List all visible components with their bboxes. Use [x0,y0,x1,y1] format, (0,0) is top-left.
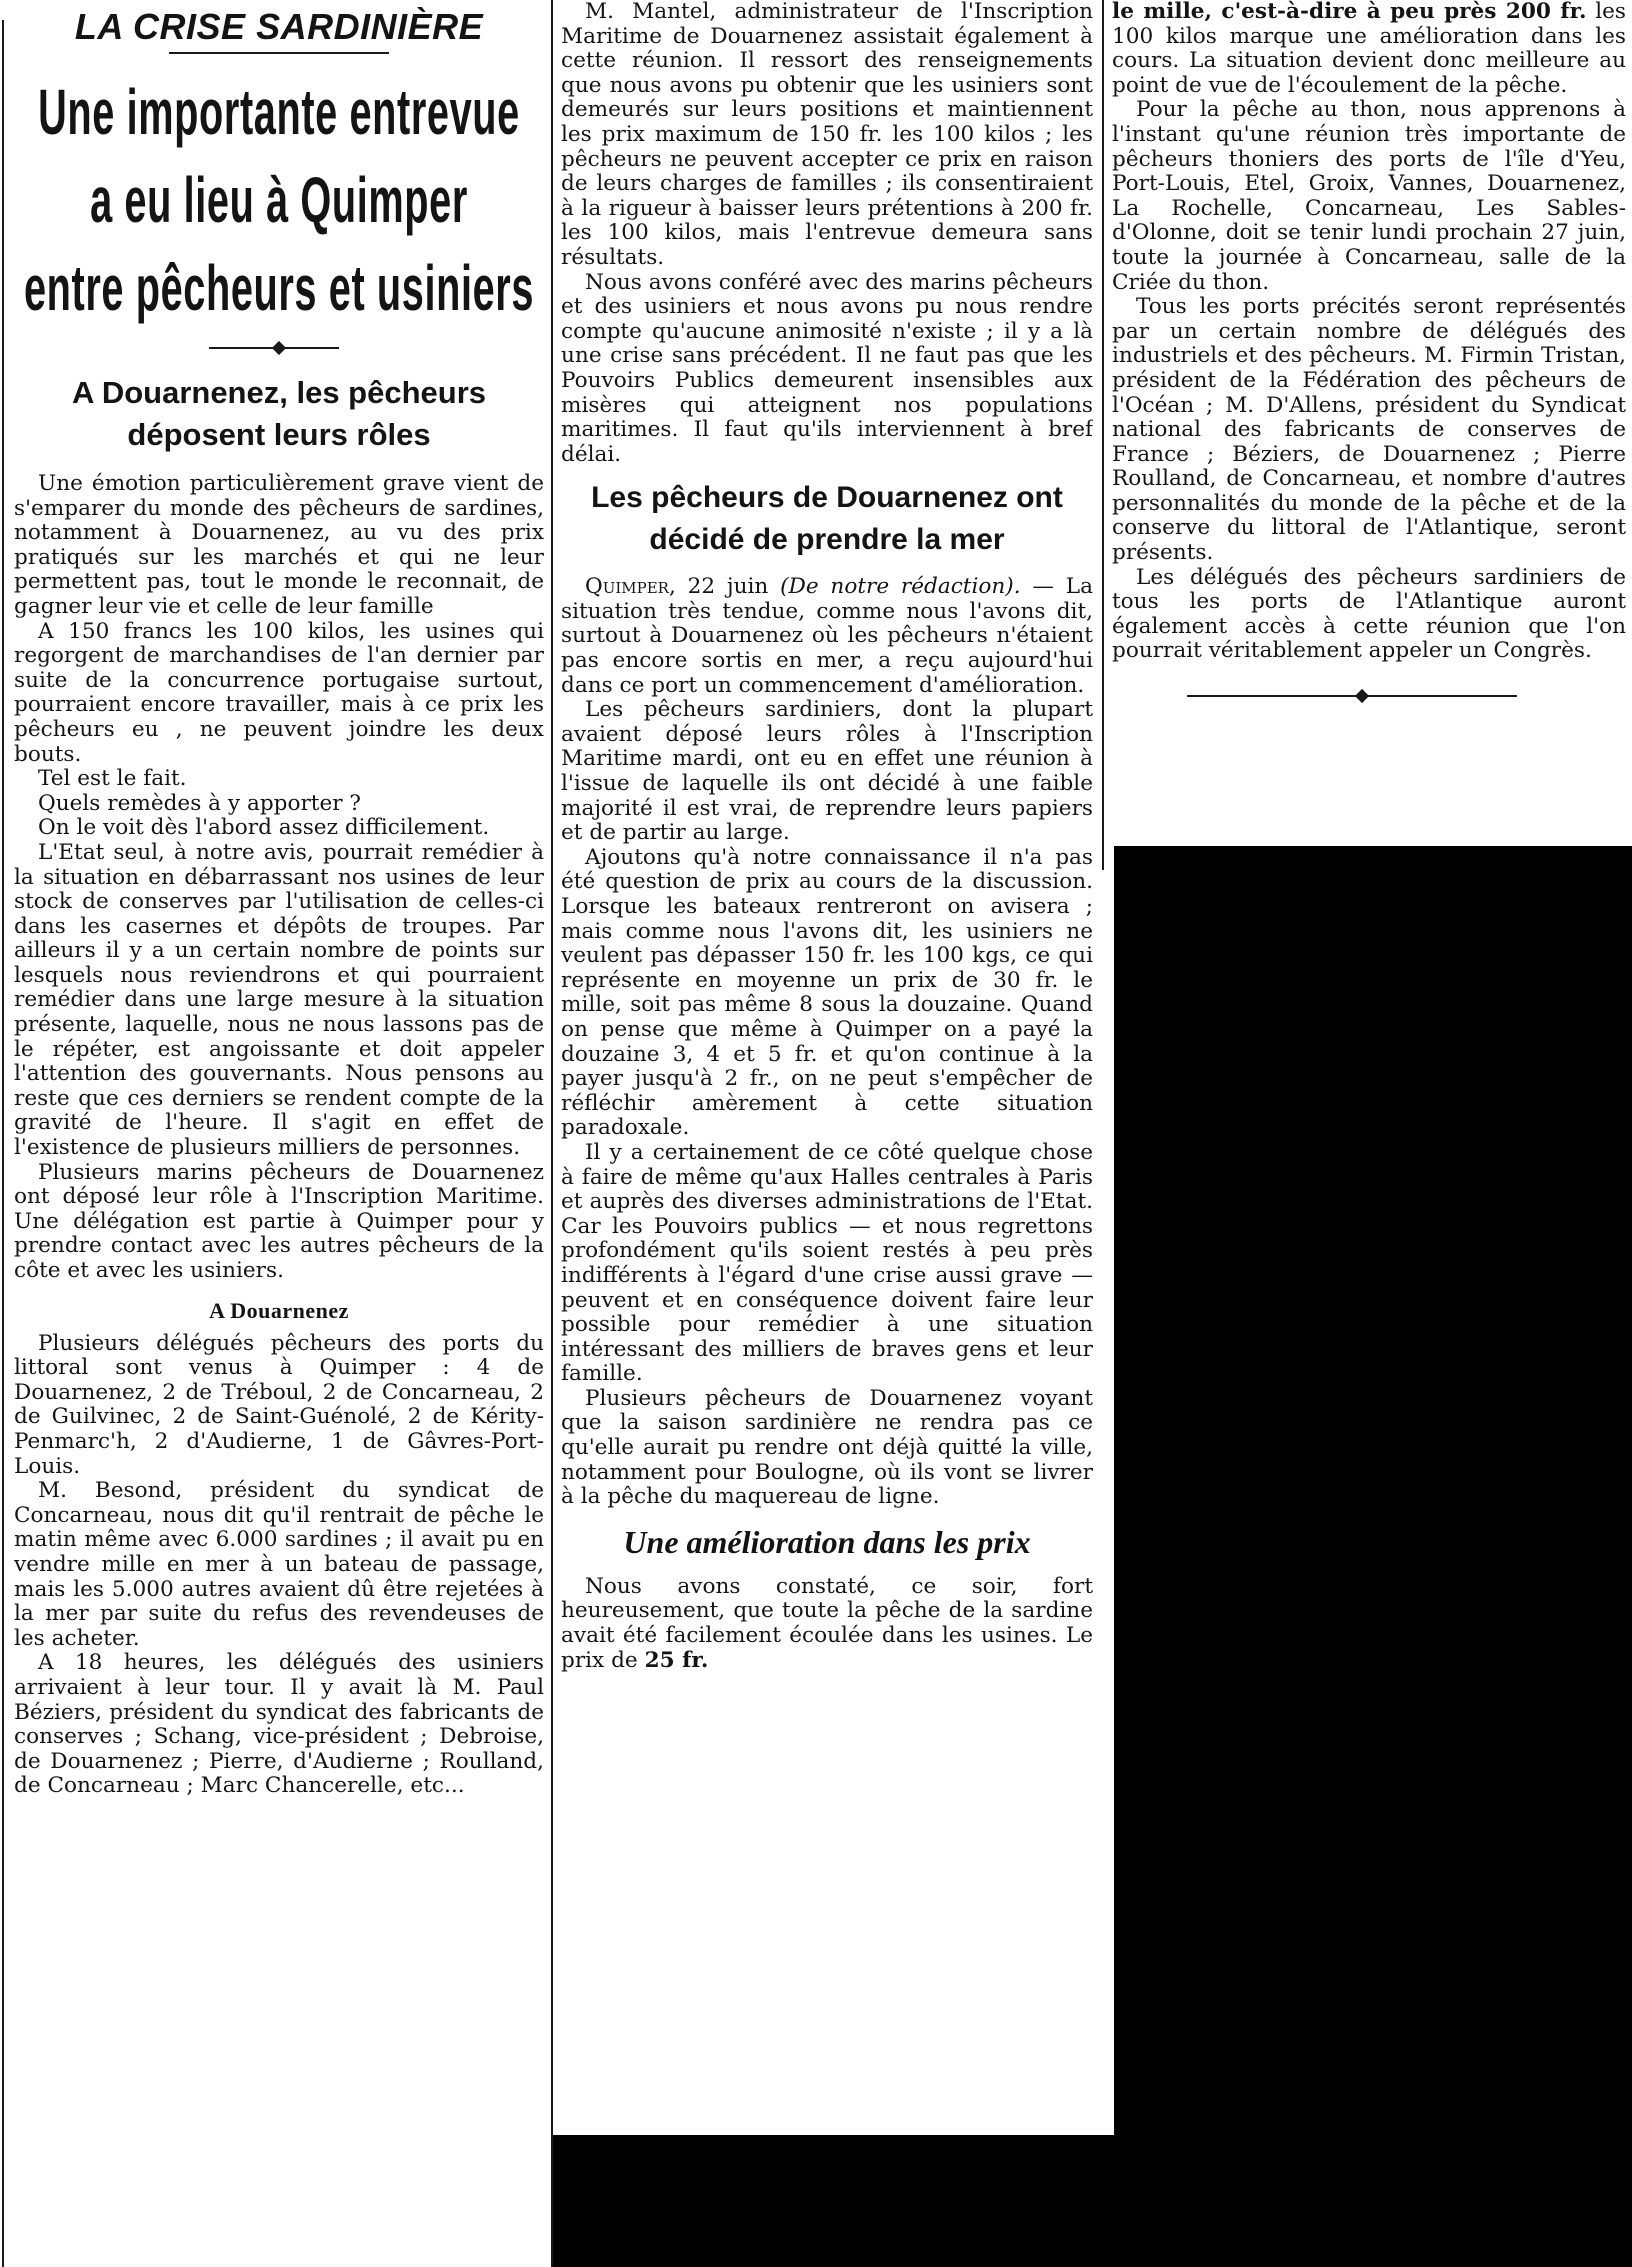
dateline-note: (De notre rédaction). [780,574,1021,600]
paragraph: Quels remèdes à y apporter ? [38,790,362,816]
lead-rest: les 100 kilos marque une amélioration dans les cours. La situation devient donc meilleure au point de vue de l'écoulement de la pêche. [1112,0,1626,98]
column-3 [1112,0,1626,840]
headline-line-3: entre pêcheurs et usiniers [23,252,535,324]
kicker-underline [169,52,389,54]
paragraph: A 150 francs les 100 kilos, les usines qui regorgent de marchandises de l'an dernier par suite de la concurrence portugaise surtout, pourraient encore travailler, mais à ce prix les pêcheurs eu , ne peuvent joindre les deux bouts. [14,618,544,767]
minor-heading: A Douarnenez [209,1297,349,1323]
column-rule-2 [1102,0,1104,870]
paragraph: L'Etat seul, à notre avis, pourrait remédier à la situation en débarrassant nos usines de leur stock de conserves par l'utilisation de celles-ci dans les casernes et dépôts de troupes. Par ailleurs il y a un certain nombre de points sur lesquels nous reviendrons et qui pourraient remédier dans une large mesure à la situation présente, laquelle, nous ne nous lassons pas de le répéter, est angoissante et doit appeler l'attention des gouvernants. Nous pensons au reste que ces derniers se rendent compte de la gravité de l'heure. Il s'agit en effet de l'existence de plusieurs milliers de personnes. [14,839,544,1161]
paragraph: M. Besond, président du syndicat de Concarneau, nous dit qu'il rentrait de pêche le matin même avec 6.000 sardines ; il avait pu en vendre mille en mer à un bateau de passage, mais les 5.000 autres avaient dû être rejetées à la mer par suite du refus des revendeuses de les acheter. [14,1478,544,1651]
paragraph: Les délégués des pêcheurs sardiniers de tous les ports de l'Atlantique auront également accès à cette réunion que l'on pourrait véritablement appeler un Congrès. [1112,564,1626,664]
price-bold: 25 fr. [644,1647,709,1673]
subhead: Les pêcheurs de Douarnenez ont décidé de prendre la mer [591,481,1063,557]
dateline-date: , 22 juin [668,574,781,600]
dateline-city: Quimper [585,574,669,600]
paragraph-text: Nous avons constaté, ce soir, fort heureusement, que toute la pêche de la sardine avait été facilement écoulée dans les usines. Le prix de [561,1573,1093,1673]
ornament-divider [14,338,544,358]
column-2 [561,0,1093,2130]
paragraph: Nous avons conféré avec des marins pêcheurs et des usiniers et nous avons pu nous rendre compte qu'aucune animosité n'existe ; il y a là une crise sans précédent. Il ne faut pas que les Pouvoirs Publics demeurent insensibles aux misères qui atteignent nos populations maritimes. Il faut qu'ils interviennent à bref délai. [561,269,1093,467]
paragraph: Pour la pêche au thon, nous apprenons à l'instant qu'une réunion très importante de pêcheurs thoniers des ports de l'île d'Yeu, Port-Louis, Etel, Groix, Vannes, Douarnenez, La Rochelle, Concarneau, Les Sables-d'Olonne, doit se tenir lundi prochain 27 juin, toute la journée à Concarneau, salle de la Criée du thon. [1112,97,1626,295]
paragraph: Plusieurs pêcheurs de Douarnenez voyant que la saison sardinière ne rendra pas ce qu'elle aurait pu rendre ont déjà quitté la ville, notamment pour Boulogne, où ils vont se livrer à la pêche du maquereau de ligne. [561,1385,1093,1510]
ornament-divider-end [1112,686,1626,706]
paragraph: A 18 heures, les délégués des usiniers arrivaient à leur tour. Il y avait là M. Paul Béziers, président du syndicat des fabricants de conserves ; Schang, vice-président ; Debroise, de Douarnenez ; Pierre, d'Audierne ; Roulland, de Concarneau ; Marc Chancerelle, etc... [14,1650,544,1799]
paragraph: Tous les ports précités seront représentés par un certain nombre de délégués des industriels et des pêcheurs. M. Firmin Tristan, président de la Fédération des pêcheurs de l'Océan ; M. D'Allens, président du Syndicat national des fabricants de conserves de France ; Béziers, de Douarnenez ; Pierre Roulland, de Concarneau, et nombre d'autres personnalités du monde de la pêche et de la conserve du littoral de l'Atlantique, seront présents. [1112,294,1626,566]
paragraph: Il y a certainement de ce côté quelque chose à faire de même qu'aux Halles centrales à Paris et auprès des diverses administrations de l'Etat. Car les Pouvoirs publics — et nous regrettons profondément qu'ils soient restés à peu près indifférents à l'égard d'une crise aussi grave — peuvent et en conséquence doivent faire leur possible pour remédier à une situation intéressant des milliers de braves gens et leur famille. [561,1139,1093,1387]
paragraph: Plusieurs délégués pêcheurs des ports du littoral sont venus à Quimper : 4 de Douarnenez, 2 de Tréboul, 2 de Concarneau, 2 de Guilvinec, 2 de Saint-Guénolé, 2 de Kérity-Penmarc'h, 2 d'Audierne, 1 de Gâvres-Port-Louis. [14,1330,544,1479]
column-1 [14,0,544,2267]
paragraph: On le voit dès l'abord assez difficilement. [38,815,490,841]
headline-line-1: Une importante entrevue [38,76,520,148]
dateline-text: — La situation très tendue, comme nous l'avons dit, surtout à Douarnenez où les pêcheurs n'étaient pas encore sortis en mer, a reçu aujourd'hui dans ce port un commencement d'amélioration. [561,574,1093,698]
paragraph: Tel est le fait. [38,766,187,792]
paragraph: Ajoutons qu'à notre connaissance il n'a pas été question de prix au cours de la discussion. Lorsque les bateaux rentreront on avisera ; mais comme nous l'avons dit, les usiniers ne veulent pas dépasser 150 fr. les 100 kgs, ce qui représente en moyenne un prix de 30 fr. le mille, soit pas même 8 sous la douzaine. Quand on pense que même à Quimper on a payé la douzaine 3, 4 et 5 fr. et qu'on continue à la payer jusqu'à 2 fr., on ne peut s'empêcher de réfléchir amèrement à cette situation paradoxale. [561,844,1093,1141]
paragraph: Une émotion particulièrement grave vient de s'emparer du monde des pêcheurs de sardines, notamment à Douarnenez, au vu des prix pratiqués sur les marchés et qui ne leur permettent pas, tout le monde le reconnait, de gagner leur vie et celle de leur famille [14,471,544,619]
subhead: A Douarnenez, les pêcheurs déposent leurs rôles [71,375,487,452]
paragraph: Plusieurs marins pêcheurs de Douarnenez ont déposé leur rôle à l'Inscription Maritime. Une délégation est partie à Quimper pour y prendre contact avec les autres pêcheurs de la côte et avec les usiniers. [14,1159,544,1283]
paragraph [1112,0,1626,98]
headline-line-2: a eu lieu à Quimper [90,164,468,236]
paragraph [561,1575,1093,1673]
paragraph: M. Mantel, administrateur de l'Inscription Maritime de Douarnenez assistait également à cette réunion. Il ressort des renseignements que nous avons pu obtenir que les usiniers sont demeurés sur leurs positions et maintiennent les prix maximum de 150 fr. les 100 kilos ; les pêcheurs ne peuvent accepter ce prix en raison de leurs charges de familles ; ils consentiraient à la rigueur à baisser leurs prétentions à 200 fr. les 100 kilos, mais l'entrevue demeura sans résultats. [561,0,1093,270]
lead-bold: le mille, c'est-à-dire à peu près 200 fr. [1112,0,1587,24]
subhead-italic: Une amélioration dans les prix [623,1523,1031,1560]
black-mask-right [1114,846,1632,2267]
dateline-paragraph [561,575,1093,698]
column-rule-1 [551,0,553,2267]
column-rule-left [2,20,4,2267]
paragraph: Les pêcheurs sardiniers, dont la plupart avaient déposé leurs rôles à l'Inscription Maritime mardi, ont eu en effet une réunion à l'issue de laquelle ils ont décidé à une faible majorité il est vrai, de reprendre leurs papiers et de partir au large. [561,697,1093,846]
kicker: LA CRISE SARDINIÈRE [74,6,484,47]
